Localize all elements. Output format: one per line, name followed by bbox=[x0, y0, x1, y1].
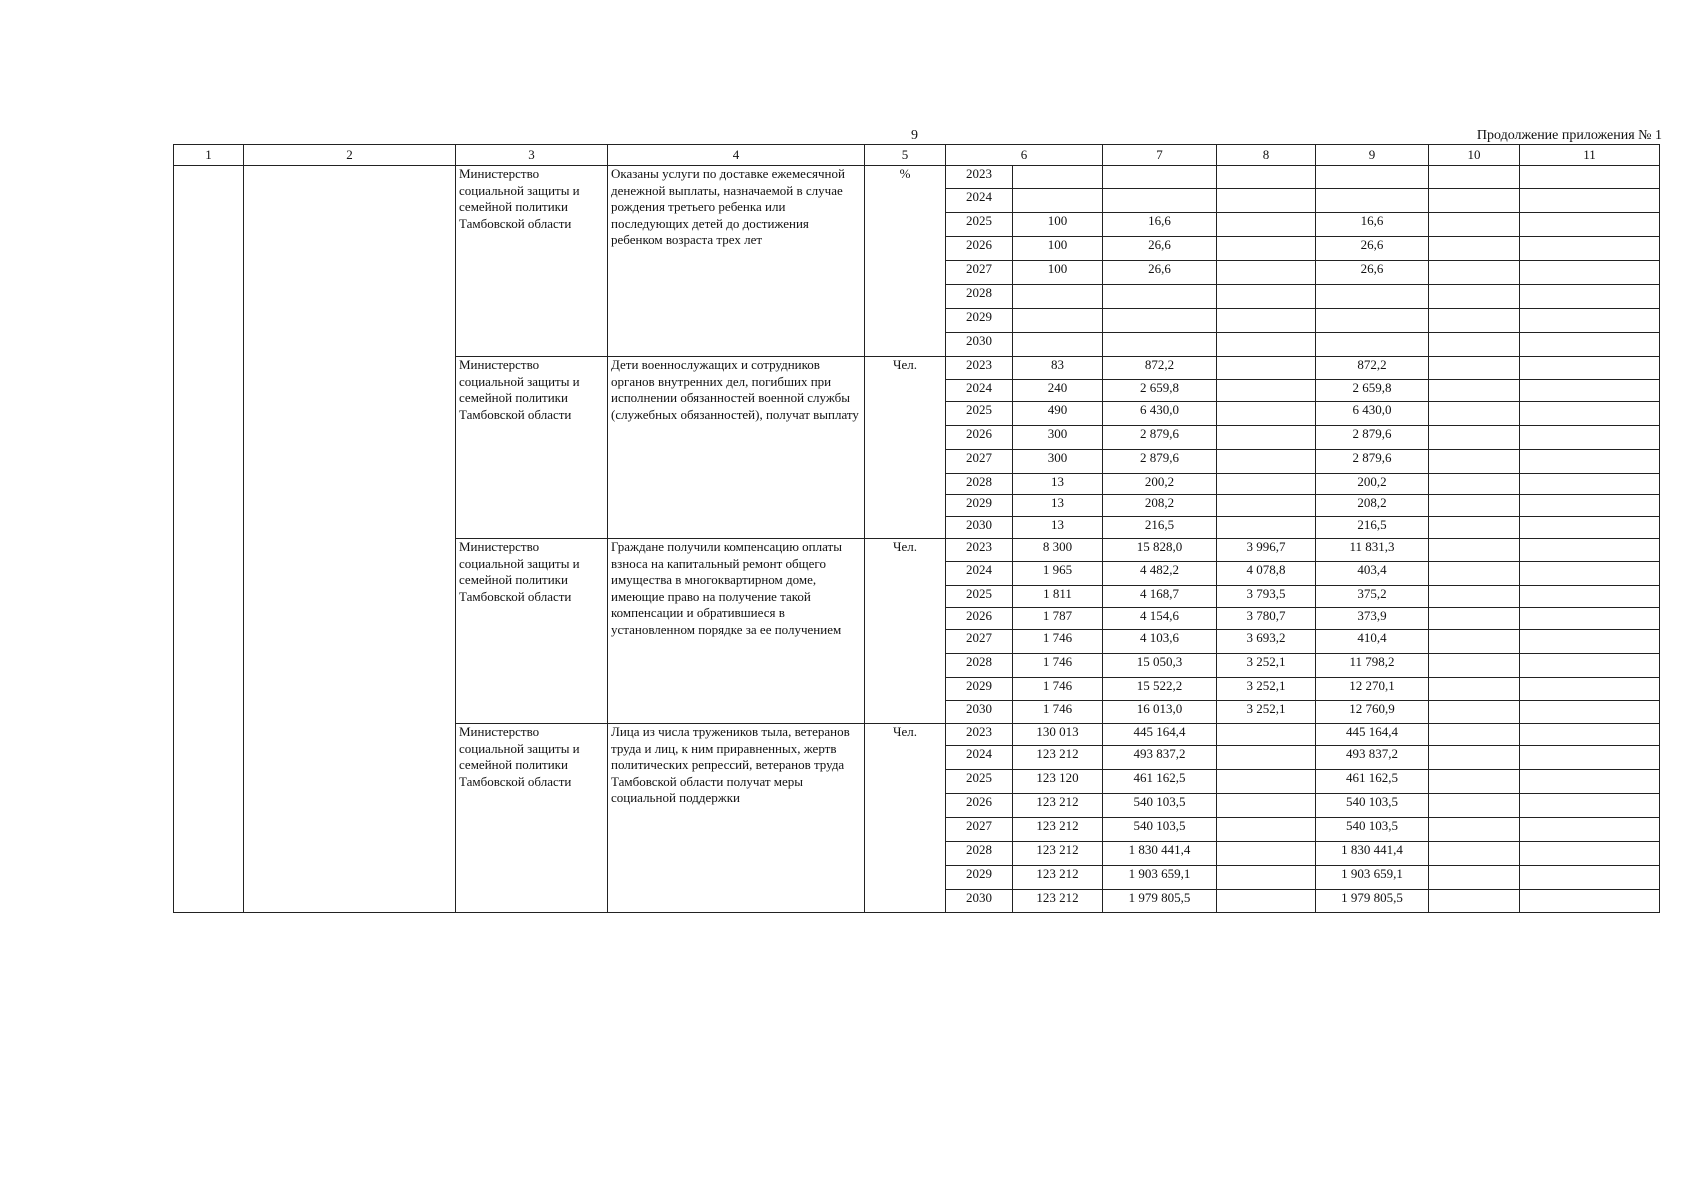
value-col10 bbox=[1429, 818, 1520, 842]
value-col9: 540 103,5 bbox=[1316, 794, 1429, 818]
value-col11 bbox=[1520, 495, 1660, 517]
value-col9 bbox=[1316, 309, 1429, 333]
value-col9: 1 903 659,1 bbox=[1316, 866, 1429, 890]
value-col9: 373,9 bbox=[1316, 608, 1429, 630]
col-header-7: 7 bbox=[1103, 145, 1217, 166]
value-col11 bbox=[1520, 539, 1660, 562]
value-col7: 6 430,0 bbox=[1103, 402, 1217, 426]
value-col9 bbox=[1316, 189, 1429, 213]
value-col7: 540 103,5 bbox=[1103, 794, 1217, 818]
value-col11 bbox=[1520, 608, 1660, 630]
value-col9: 26,6 bbox=[1316, 261, 1429, 285]
year-cell: 2027 bbox=[946, 261, 1013, 285]
value-col6 bbox=[1013, 333, 1103, 357]
value-col8 bbox=[1217, 285, 1316, 309]
year-cell: 2028 bbox=[946, 842, 1013, 866]
value-col6: 8 300 bbox=[1013, 539, 1103, 562]
value-col11 bbox=[1520, 237, 1660, 261]
col-header-8: 8 bbox=[1217, 145, 1316, 166]
year-cell: 2030 bbox=[946, 333, 1013, 357]
value-col7: 461 162,5 bbox=[1103, 770, 1217, 794]
year-cell: 2026 bbox=[946, 426, 1013, 450]
value-col6: 490 bbox=[1013, 402, 1103, 426]
value-col6 bbox=[1013, 189, 1103, 213]
value-col6: 1 746 bbox=[1013, 678, 1103, 701]
value-col8 bbox=[1217, 426, 1316, 450]
value-col6 bbox=[1013, 285, 1103, 309]
value-col10 bbox=[1429, 770, 1520, 794]
value-col6: 1 811 bbox=[1013, 586, 1103, 608]
value-col11 bbox=[1520, 818, 1660, 842]
value-col7: 2 659,8 bbox=[1103, 380, 1217, 402]
value-col10 bbox=[1429, 517, 1520, 539]
value-col6: 100 bbox=[1013, 213, 1103, 237]
value-col7: 4 482,2 bbox=[1103, 562, 1217, 586]
value-col7: 200,2 bbox=[1103, 474, 1217, 495]
value-col11 bbox=[1520, 701, 1660, 724]
value-col11 bbox=[1520, 402, 1660, 426]
value-col9 bbox=[1316, 285, 1429, 309]
value-col8 bbox=[1217, 770, 1316, 794]
value-col9: 493 837,2 bbox=[1316, 746, 1429, 770]
value-col9: 16,6 bbox=[1316, 213, 1429, 237]
value-col9: 2 879,6 bbox=[1316, 450, 1429, 474]
year-cell: 2025 bbox=[946, 586, 1013, 608]
value-col8: 3 780,7 bbox=[1217, 608, 1316, 630]
value-col8 bbox=[1217, 495, 1316, 517]
value-col9: 12 760,9 bbox=[1316, 701, 1429, 724]
value-col7 bbox=[1103, 309, 1217, 333]
value-col8 bbox=[1217, 474, 1316, 495]
value-col7: 216,5 bbox=[1103, 517, 1217, 539]
header-row bbox=[174, 145, 1660, 166]
value-col6 bbox=[1013, 166, 1103, 189]
value-col8 bbox=[1217, 794, 1316, 818]
value-col6: 123 212 bbox=[1013, 818, 1103, 842]
value-col6: 123 212 bbox=[1013, 794, 1103, 818]
value-col10 bbox=[1429, 261, 1520, 285]
indicator-name: Лица из числа тружеников тыла, ветеранов труда и лиц, к ним приравненных, жертв политических репрессий, ветеранов труда Тамбовской области получат меры социальной поддержки bbox=[608, 724, 865, 913]
value-col10 bbox=[1429, 794, 1520, 818]
value-col11 bbox=[1520, 166, 1660, 189]
value-col10 bbox=[1429, 890, 1520, 913]
col1-cell bbox=[174, 166, 244, 913]
value-col7: 445 164,4 bbox=[1103, 724, 1217, 746]
data-table bbox=[173, 144, 1660, 913]
value-col11 bbox=[1520, 654, 1660, 678]
year-cell: 2029 bbox=[946, 678, 1013, 701]
value-col6: 1 746 bbox=[1013, 630, 1103, 654]
value-col9: 540 103,5 bbox=[1316, 818, 1429, 842]
year-cell: 2023 bbox=[946, 166, 1013, 189]
year-cell: 2026 bbox=[946, 237, 1013, 261]
unit-of-measure: Чел. bbox=[865, 539, 946, 724]
value-col6: 100 bbox=[1013, 237, 1103, 261]
value-col9: 208,2 bbox=[1316, 495, 1429, 517]
value-col11 bbox=[1520, 562, 1660, 586]
value-col11 bbox=[1520, 213, 1660, 237]
table-body bbox=[174, 166, 1660, 913]
value-col6 bbox=[1013, 309, 1103, 333]
value-col8 bbox=[1217, 237, 1316, 261]
responsible-executor: Министерство социальной защиты и семейной политики Тамбовской области bbox=[456, 724, 608, 913]
year-cell: 2023 bbox=[946, 357, 1013, 380]
indicator-name: Оказаны услуги по доставке ежемесячной денежной выплаты, назначаемой в случае рождения третьего ребенка или последующих детей до достижения ребенком возраста трех лет bbox=[608, 166, 865, 357]
year-cell: 2023 bbox=[946, 539, 1013, 562]
value-col8: 3 252,1 bbox=[1217, 678, 1316, 701]
year-cell: 2024 bbox=[946, 189, 1013, 213]
value-col6: 240 bbox=[1013, 380, 1103, 402]
value-col6: 1 746 bbox=[1013, 701, 1103, 724]
value-col8 bbox=[1217, 213, 1316, 237]
col-header-5: 5 bbox=[865, 145, 946, 166]
responsible-executor: Министерство социальной защиты и семейной политики Тамбовской области bbox=[456, 539, 608, 724]
value-col7: 15 828,0 bbox=[1103, 539, 1217, 562]
year-cell: 2026 bbox=[946, 794, 1013, 818]
value-col10 bbox=[1429, 539, 1520, 562]
value-col7: 1 903 659,1 bbox=[1103, 866, 1217, 890]
value-col10 bbox=[1429, 608, 1520, 630]
value-col7 bbox=[1103, 333, 1217, 357]
value-col9: 200,2 bbox=[1316, 474, 1429, 495]
value-col11 bbox=[1520, 189, 1660, 213]
value-col11 bbox=[1520, 285, 1660, 309]
value-col10 bbox=[1429, 842, 1520, 866]
value-col11 bbox=[1520, 380, 1660, 402]
value-col9: 6 430,0 bbox=[1316, 402, 1429, 426]
year-cell: 2028 bbox=[946, 474, 1013, 495]
indicator-name: Граждане получили компенсацию оплаты взноса на капитальный ремонт общего имущества в многоквартирном доме, имеющие право на получение такой компенсации и обратившиеся в установленном порядке за ее получением bbox=[608, 539, 865, 724]
value-col9: 11 798,2 bbox=[1316, 654, 1429, 678]
value-col8 bbox=[1217, 357, 1316, 380]
year-cell: 2025 bbox=[946, 402, 1013, 426]
value-col6: 123 212 bbox=[1013, 842, 1103, 866]
year-cell: 2027 bbox=[946, 818, 1013, 842]
unit-of-measure: Чел. bbox=[865, 357, 946, 539]
value-col11 bbox=[1520, 450, 1660, 474]
value-col9: 2 659,8 bbox=[1316, 380, 1429, 402]
value-col11 bbox=[1520, 890, 1660, 913]
col-header-9: 9 bbox=[1316, 145, 1429, 166]
value-col8: 3 252,1 bbox=[1217, 701, 1316, 724]
year-cell: 2023 bbox=[946, 724, 1013, 746]
value-col10 bbox=[1429, 746, 1520, 770]
value-col8: 3 693,2 bbox=[1217, 630, 1316, 654]
value-col8 bbox=[1217, 517, 1316, 539]
value-col11 bbox=[1520, 866, 1660, 890]
value-col10 bbox=[1429, 189, 1520, 213]
value-col11 bbox=[1520, 746, 1660, 770]
value-col8 bbox=[1217, 380, 1316, 402]
value-col6: 300 bbox=[1013, 426, 1103, 450]
value-col10 bbox=[1429, 654, 1520, 678]
value-col7: 26,6 bbox=[1103, 261, 1217, 285]
value-col10 bbox=[1429, 237, 1520, 261]
value-col10 bbox=[1429, 426, 1520, 450]
year-cell: 2025 bbox=[946, 770, 1013, 794]
value-col10 bbox=[1429, 586, 1520, 608]
value-col8 bbox=[1217, 189, 1316, 213]
year-cell: 2028 bbox=[946, 654, 1013, 678]
value-col8: 3 252,1 bbox=[1217, 654, 1316, 678]
year-cell: 2024 bbox=[946, 562, 1013, 586]
year-cell: 2027 bbox=[946, 450, 1013, 474]
value-col7: 15 522,2 bbox=[1103, 678, 1217, 701]
col2-cell bbox=[244, 166, 456, 913]
year-cell: 2029 bbox=[946, 309, 1013, 333]
value-col10 bbox=[1429, 701, 1520, 724]
value-col7: 4 154,6 bbox=[1103, 608, 1217, 630]
col-header-10: 10 bbox=[1429, 145, 1520, 166]
year-cell: 2029 bbox=[946, 495, 1013, 517]
value-col10 bbox=[1429, 562, 1520, 586]
value-col8 bbox=[1217, 333, 1316, 357]
value-col11 bbox=[1520, 586, 1660, 608]
value-col6: 123 212 bbox=[1013, 746, 1103, 770]
col-header-11: 11 bbox=[1520, 145, 1660, 166]
value-col10 bbox=[1429, 866, 1520, 890]
value-col8 bbox=[1217, 818, 1316, 842]
value-col8: 4 078,8 bbox=[1217, 562, 1316, 586]
value-col11 bbox=[1520, 678, 1660, 701]
value-col6: 1 787 bbox=[1013, 608, 1103, 630]
value-col8 bbox=[1217, 842, 1316, 866]
unit-of-measure: % bbox=[865, 166, 946, 357]
value-col8: 3 996,7 bbox=[1217, 539, 1316, 562]
value-col9: 872,2 bbox=[1316, 357, 1429, 380]
value-col8: 3 793,5 bbox=[1217, 586, 1316, 608]
value-col7 bbox=[1103, 285, 1217, 309]
value-col6: 130 013 bbox=[1013, 724, 1103, 746]
value-col9 bbox=[1316, 166, 1429, 189]
value-col11 bbox=[1520, 261, 1660, 285]
value-col10 bbox=[1429, 630, 1520, 654]
col-header-3: 3 bbox=[456, 145, 608, 166]
value-col7: 15 050,3 bbox=[1103, 654, 1217, 678]
col-header-1: 1 bbox=[174, 145, 244, 166]
value-col6: 83 bbox=[1013, 357, 1103, 380]
value-col7: 2 879,6 bbox=[1103, 426, 1217, 450]
value-col8 bbox=[1217, 866, 1316, 890]
value-col6: 1 965 bbox=[1013, 562, 1103, 586]
col-header-6: 6 bbox=[946, 145, 1103, 166]
value-col11 bbox=[1520, 842, 1660, 866]
value-col8 bbox=[1217, 309, 1316, 333]
value-col7 bbox=[1103, 189, 1217, 213]
value-col7: 16,6 bbox=[1103, 213, 1217, 237]
value-col6: 123 212 bbox=[1013, 890, 1103, 913]
unit-of-measure: Чел. bbox=[865, 724, 946, 913]
year-cell: 2024 bbox=[946, 746, 1013, 770]
year-cell: 2024 bbox=[946, 380, 1013, 402]
value-col8 bbox=[1217, 746, 1316, 770]
value-col10 bbox=[1429, 678, 1520, 701]
value-col7: 26,6 bbox=[1103, 237, 1217, 261]
col-header-2: 2 bbox=[244, 145, 456, 166]
value-col9: 2 879,6 bbox=[1316, 426, 1429, 450]
value-col8 bbox=[1217, 261, 1316, 285]
value-col11 bbox=[1520, 724, 1660, 746]
year-cell: 2027 bbox=[946, 630, 1013, 654]
value-col11 bbox=[1520, 770, 1660, 794]
page-number: 9 bbox=[911, 128, 918, 143]
value-col6: 13 bbox=[1013, 495, 1103, 517]
value-col10 bbox=[1429, 309, 1520, 333]
value-col11 bbox=[1520, 309, 1660, 333]
value-col8 bbox=[1217, 724, 1316, 746]
value-col10 bbox=[1429, 213, 1520, 237]
col-header-4: 4 bbox=[608, 145, 865, 166]
value-col10 bbox=[1429, 166, 1520, 189]
table-row bbox=[174, 166, 1660, 189]
value-col10 bbox=[1429, 333, 1520, 357]
year-cell: 2030 bbox=[946, 701, 1013, 724]
value-col9: 26,6 bbox=[1316, 237, 1429, 261]
responsible-executor: Министерство социальной защиты и семейной политики Тамбовской области bbox=[456, 166, 608, 357]
value-col7: 872,2 bbox=[1103, 357, 1217, 380]
value-col9 bbox=[1316, 333, 1429, 357]
value-col6: 1 746 bbox=[1013, 654, 1103, 678]
year-cell: 2030 bbox=[946, 517, 1013, 539]
value-col7: 493 837,2 bbox=[1103, 746, 1217, 770]
value-col7: 4 103,6 bbox=[1103, 630, 1217, 654]
value-col6: 13 bbox=[1013, 474, 1103, 495]
value-col6: 13 bbox=[1013, 517, 1103, 539]
value-col11 bbox=[1520, 630, 1660, 654]
value-col9: 12 270,1 bbox=[1316, 678, 1429, 701]
value-col9: 1 830 441,4 bbox=[1316, 842, 1429, 866]
value-col10 bbox=[1429, 450, 1520, 474]
value-col9: 410,4 bbox=[1316, 630, 1429, 654]
value-col6: 100 bbox=[1013, 261, 1103, 285]
value-col11 bbox=[1520, 333, 1660, 357]
value-col8 bbox=[1217, 450, 1316, 474]
value-col7: 1 830 441,4 bbox=[1103, 842, 1217, 866]
value-col8 bbox=[1217, 402, 1316, 426]
year-cell: 2025 bbox=[946, 213, 1013, 237]
year-cell: 2028 bbox=[946, 285, 1013, 309]
value-col10 bbox=[1429, 357, 1520, 380]
value-col7: 4 168,7 bbox=[1103, 586, 1217, 608]
year-cell: 2029 bbox=[946, 866, 1013, 890]
value-col11 bbox=[1520, 357, 1660, 380]
indicator-name: Дети военнослужащих и сотрудников органов внутренних дел, погибших при исполнении обязанностей военной службы (служебных обязанностей), получат выплату bbox=[608, 357, 865, 539]
value-col6: 300 bbox=[1013, 450, 1103, 474]
responsible-executor: Министерство социальной защиты и семейной политики Тамбовской области bbox=[456, 357, 608, 539]
value-col10 bbox=[1429, 495, 1520, 517]
value-col6: 123 120 bbox=[1013, 770, 1103, 794]
value-col9: 11 831,3 bbox=[1316, 539, 1429, 562]
value-col10 bbox=[1429, 402, 1520, 426]
value-col6: 123 212 bbox=[1013, 866, 1103, 890]
value-col9: 216,5 bbox=[1316, 517, 1429, 539]
value-col9: 461 162,5 bbox=[1316, 770, 1429, 794]
value-col10 bbox=[1429, 380, 1520, 402]
value-col7: 540 103,5 bbox=[1103, 818, 1217, 842]
value-col9: 403,4 bbox=[1316, 562, 1429, 586]
year-cell: 2026 bbox=[946, 608, 1013, 630]
value-col7: 2 879,6 bbox=[1103, 450, 1217, 474]
value-col10 bbox=[1429, 285, 1520, 309]
value-col11 bbox=[1520, 794, 1660, 818]
value-col9: 1 979 805,5 bbox=[1316, 890, 1429, 913]
value-col11 bbox=[1520, 426, 1660, 450]
value-col10 bbox=[1429, 724, 1520, 746]
value-col8 bbox=[1217, 890, 1316, 913]
value-col8 bbox=[1217, 166, 1316, 189]
value-col9: 445 164,4 bbox=[1316, 724, 1429, 746]
value-col11 bbox=[1520, 517, 1660, 539]
value-col10 bbox=[1429, 474, 1520, 495]
value-col7: 16 013,0 bbox=[1103, 701, 1217, 724]
year-cell: 2030 bbox=[946, 890, 1013, 913]
value-col11 bbox=[1520, 474, 1660, 495]
value-col7 bbox=[1103, 166, 1217, 189]
value-col9: 375,2 bbox=[1316, 586, 1429, 608]
appendix-note: Продолжение приложения № 1 bbox=[1476, 128, 1662, 143]
value-col7: 1 979 805,5 bbox=[1103, 890, 1217, 913]
value-col7: 208,2 bbox=[1103, 495, 1217, 517]
